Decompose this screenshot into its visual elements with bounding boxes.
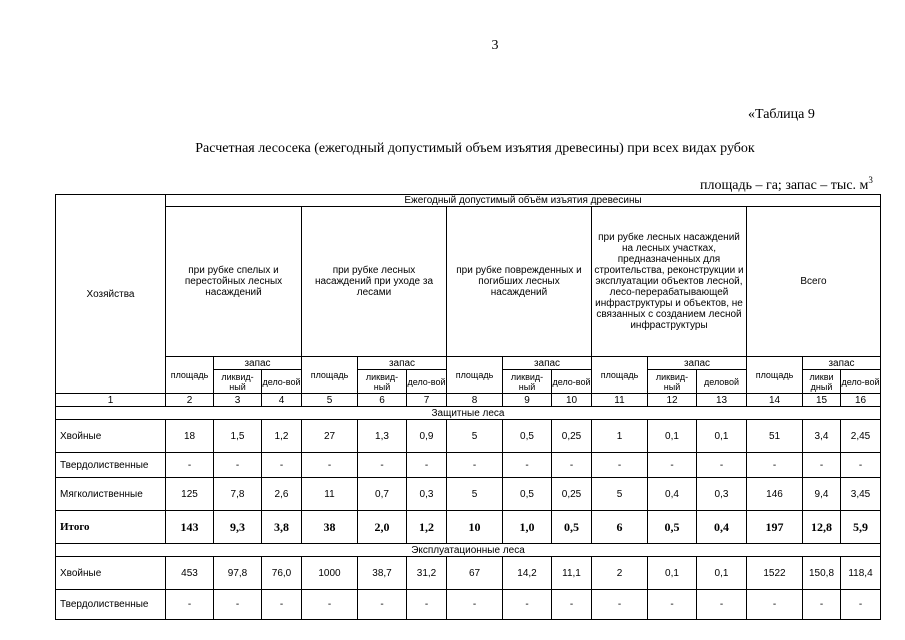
table-cell: 7,8 [214,478,262,511]
column-number: 1 [56,394,166,407]
header-row-groups [56,207,881,357]
table-cell: 5,9 [841,511,881,544]
table-cell: 11,1 [552,557,592,590]
table-cell: 150,8 [803,557,841,590]
header-business: дело-вой [552,370,592,394]
header-liquid: ликвид-ный [214,370,262,394]
column-number: 5 [302,394,358,407]
table-cell: 0,3 [697,478,747,511]
table-cell: - [697,453,747,478]
table-cell: - [262,453,302,478]
table-cell: 0,1 [648,420,697,453]
header-stock: запас [803,357,881,370]
header-stock: запас [214,357,302,370]
table-cell: 197 [747,511,803,544]
table-cell: 9,3 [214,511,262,544]
table-cell: - [302,453,358,478]
column-number: 14 [747,394,803,407]
row-label: Хвойные [56,420,166,453]
table-cell: 0,5 [503,420,552,453]
table-cell: 1000 [302,557,358,590]
table-cell: 143 [166,511,214,544]
header-farms: Хозяйства [56,195,166,394]
table-cell: 125 [166,478,214,511]
table-cell: 118,4 [841,557,881,590]
header-liquid: ликви дный [803,370,841,394]
header-group-text: при рубке лесных насаждений при уходе за лесами [314,265,434,298]
table-cell: 38 [302,511,358,544]
header-row-top [56,195,881,207]
table-cell: 1 [592,420,648,453]
column-number: 2 [166,394,214,407]
table-cell: - [262,590,302,620]
header-group-text: при рубке поврежденных и погибших лесных насаждений [456,265,582,298]
table-cell: 0,5 [503,478,552,511]
header-liquid: ликвид-ный [648,370,697,394]
units-superscript: 3 [868,175,873,185]
table-cell: 3,45 [841,478,881,511]
column-number: 11 [592,394,648,407]
table-cell: 12,8 [803,511,841,544]
column-number: 10 [552,394,592,407]
header-area: площадь [166,357,214,394]
column-number: 13 [697,394,747,407]
table-cell: 3,8 [262,511,302,544]
column-number: 4 [262,394,302,407]
table-cell: 5 [592,478,648,511]
table-row [56,590,881,620]
table-cell: - [803,453,841,478]
table-cell: 67 [447,557,503,590]
header-area: площадь [747,357,803,394]
header-group [592,207,747,357]
table-cell: - [747,590,803,620]
header-area: площадь [592,357,648,394]
column-number: 16 [841,394,881,407]
column-number: 3 [214,394,262,407]
units-note [700,175,873,194]
table-cell: 0,7 [358,478,407,511]
header-group [302,207,447,357]
table-cell: 0,25 [552,478,592,511]
table-cell: - [302,590,358,620]
table-cell: - [803,590,841,620]
table-cell: 31,2 [407,557,447,590]
table-cell: - [407,453,447,478]
table-title: Расчетная лесосека (ежегодный допустимый объем изъятия древесины) при всех видах рубок [195,141,755,156]
table-cell: - [648,590,697,620]
table-cell: 51 [747,420,803,453]
row-label: Твердолиственные [56,453,166,478]
table-cell: 0,25 [552,420,592,453]
table-cell: - [592,590,648,620]
table-cell: 97,8 [214,557,262,590]
table-cell: - [503,590,552,620]
column-number: 15 [803,394,841,407]
table-cell: - [841,590,881,620]
harvest-table [55,194,881,620]
table-cell: - [552,590,592,620]
table-cell: 0,5 [648,511,697,544]
table-cell: 146 [747,478,803,511]
table-cell: - [648,453,697,478]
header-group-text: Всего [800,276,827,287]
table-cell: 1522 [747,557,803,590]
header-area: площадь [302,357,358,394]
table-cell: 5 [447,420,503,453]
header-annual-volume: Ежегодный допустимый объём изъятия древесины [166,195,881,207]
column-number: 7 [407,394,447,407]
table-cell: 0,1 [697,557,747,590]
table-cell: 38,7 [358,557,407,590]
table-cell: - [447,453,503,478]
header-liquid: ликвид-ный [358,370,407,394]
column-number: 6 [358,394,407,407]
table-cell: 27 [302,420,358,453]
header-group-text: при рубке лесных насаждений на лесных участках, предназначенных для строительства, реконструкции и эксплуатации объектов лесной, лесо-перерабатывающей инфраструктуры и объектов, не связанных с созданием лесной инфраструктуры [594,232,744,331]
table-cell: 18 [166,420,214,453]
table-cell: 1,3 [358,420,407,453]
header-area: площадь [447,357,503,394]
table-cell: - [503,453,552,478]
table-cell: - [166,453,214,478]
table-cell: 1,0 [503,511,552,544]
table-cell: - [358,590,407,620]
table-cell: - [166,590,214,620]
table-cell: - [592,453,648,478]
table-cell: - [214,590,262,620]
table-cell: 3,4 [803,420,841,453]
column-number: 12 [648,394,697,407]
row-label: Мягколиственные [56,478,166,511]
header-business: дело-вой [407,370,447,394]
table-cell: 76,0 [262,557,302,590]
table-cell: 0,1 [648,557,697,590]
table-cell: 2,45 [841,420,881,453]
header-business: дело-вой [262,370,302,394]
table-cell: - [358,453,407,478]
table-row [56,453,881,478]
units-text: площадь – га; запас – тыс. м [700,178,869,193]
table-cell: 0,4 [697,511,747,544]
header-row-stock [56,357,881,370]
table-cell: 2 [592,557,648,590]
section-title: Эксплуатационные леса [56,544,881,557]
header-stock: запас [503,357,592,370]
table-row [56,478,881,511]
header-stock: запас [358,357,447,370]
table-cell: - [214,453,262,478]
table-cell: 0,1 [697,420,747,453]
table-cell: - [407,590,447,620]
section-title: Защитные леса [56,407,881,420]
table-cell: 2,6 [262,478,302,511]
table-cell: 1,2 [407,511,447,544]
table-cell: 11 [302,478,358,511]
row-label: Итого [56,511,166,544]
header-stock: запас [648,357,747,370]
table-cell: 0,4 [648,478,697,511]
table-cell: 0,9 [407,420,447,453]
header-group-text: при рубке спелых и перестойных лесных насаждений [184,265,283,298]
header-group [166,207,302,357]
header-liquid: ликвид-ный [503,370,552,394]
column-number: 9 [503,394,552,407]
table-cell: 14,2 [503,557,552,590]
table-cell: 6 [592,511,648,544]
table-cell: 5 [447,478,503,511]
table-cell: - [552,453,592,478]
section-row [56,407,881,420]
header-business: дело-вой [841,370,881,394]
table-cell: 2,0 [358,511,407,544]
page-number: 3 [491,38,499,53]
table-cell: 1,2 [262,420,302,453]
table-cell: - [697,590,747,620]
table-cell: - [747,453,803,478]
column-number-row [56,394,881,407]
table-cell: 453 [166,557,214,590]
table-cell: 0,3 [407,478,447,511]
table-body [56,407,881,620]
header-group [747,207,881,357]
table-cell: - [841,453,881,478]
header-business: деловой [697,370,747,394]
table-cell: - [447,590,503,620]
column-number: 8 [447,394,503,407]
table-label: «Таблица 9 [748,107,815,122]
table-cell: 10 [447,511,503,544]
header-group [447,207,592,357]
row-label: Твердолиственные [56,590,166,620]
table-row [56,557,881,590]
table-row [56,420,881,453]
table-row [56,511,881,544]
row-label: Хвойные [56,557,166,590]
section-row [56,544,881,557]
table-cell: 9,4 [803,478,841,511]
table-cell: 0,5 [552,511,592,544]
table-cell: 1,5 [214,420,262,453]
